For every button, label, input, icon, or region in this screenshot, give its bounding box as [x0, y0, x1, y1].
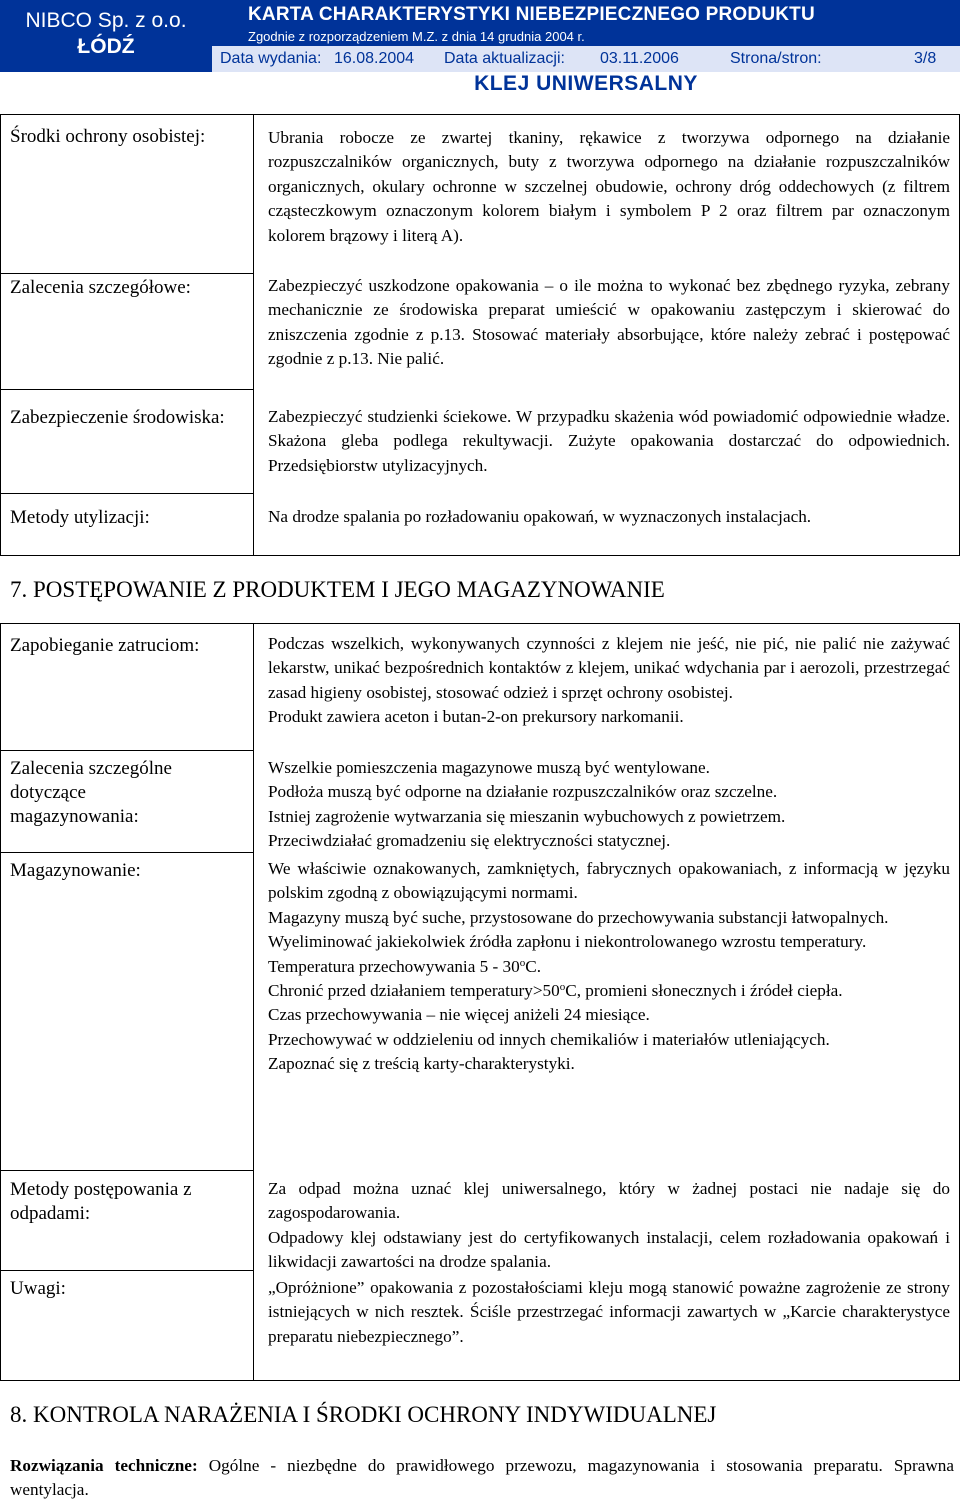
section7-heading: 7. POSTĘPOWANIE Z PRODUKTEM I JEGO MAGAZYNOWANIE	[10, 577, 665, 602]
product-name: KLEJ UNIWERSALNY	[474, 72, 698, 95]
paragraph: Odpadowy klej odstawiany jest do certyfikowanych instalacji, celem rozładowania opakowań i likwidacji zawartości na drodze spalania.	[268, 1227, 950, 1272]
text-storage-recommendations	[268, 756, 950, 854]
label-poisoning-prevention: Zapobieganie zatruciom:	[10, 635, 200, 656]
text-remarks: „Opróżnione” opakowania z pozostałościami kleju mogą stanowić poważne zagrożenie ze strony istniejących w nich resztek. Ściśle przestrzegać informacji zawartych w „Karcie charakterystyce preparatu niebezpiecznego”.	[268, 1278, 950, 1346]
company-name: NIBCO Sp. z o.o.	[25, 9, 187, 32]
text-fragment: Chronić przed działaniem temperatury>50	[268, 981, 560, 1001]
row-divider	[1, 493, 253, 494]
company-block	[0, 0, 212, 72]
issue-label: Data wydania:	[220, 50, 322, 67]
degree-sup: o	[519, 956, 526, 969]
update-date: 03.11.2006	[600, 50, 679, 67]
row-divider	[1, 273, 253, 274]
company-city: ŁÓDŹ	[77, 35, 135, 58]
heat-protection-line	[268, 979, 950, 1003]
label-storage-recommendations: Zalecenia szczególne dotyczące magazynowania:	[10, 758, 172, 827]
paragraph: Podłoża muszą być odporne na działanie rozpuszczalników oraz szczelne.	[268, 782, 778, 802]
technical-solutions-text: Ogólne - niezbędne do prawidłowego przewozu, magazynowania i stosowania preparatu. Sprawna wentylacja.	[10, 1456, 955, 1500]
text-fragment: C.	[525, 956, 541, 976]
column-divider	[253, 624, 254, 1380]
document-header	[0, 0, 960, 98]
paragraph: Istniej zagrożenie wytwarzania się mieszanin wybuchowych z powietrzem.	[268, 806, 786, 826]
paragraph: Magazyny muszą być suche, przystosowane do przechowywania substancji łatwopalnych.	[268, 907, 889, 927]
label-storage: Magazynowanie:	[10, 860, 141, 881]
paragraph: Przechowywać w oddzieleniu od innych chemikaliów i materiałów utleniających.	[268, 1029, 830, 1049]
page-label: Strona/stron:	[730, 50, 822, 67]
text-personal-protection: Ubrania robocze ze zwartej tkaniny, rękawice z tworzywa odpornego na działanie rozpuszczalników organicznych, buty z tworzywa odpornego na działanie rozpuszczalników organicznych, okulary ochronne w szczelnej obudowie, ochrony dróg oddechowych (z filtrem cząsteczkowym oznaczonym kolorem białym i symbolem P 2 oraz filtrem par oznaczonym kolorem brązowy i literą A).	[268, 128, 950, 245]
row-divider	[1, 852, 253, 853]
paragraph: Zapoznać się z treścią karty-charakterystyki.	[268, 1054, 575, 1074]
issue-date: 16.08.2004	[334, 50, 415, 67]
paragraph: Za odpad można uznać klej uniwersalnego, który w żadnej postaci nie nadaje się do zagospodarowania.	[268, 1179, 950, 1223]
text-fragment: Temperatura przechowywania 5 - 30	[268, 956, 520, 976]
technical-solutions	[10, 1454, 954, 1503]
column-divider	[253, 115, 254, 555]
text-disposal-methods: Na drodze spalania po rozładowaniu opakowań, w wyznaczonych instalacjach.	[268, 507, 812, 526]
label-detailed-recommendations: Zalecenia szczegółowe:	[10, 277, 191, 298]
label-personal-protection: Środki ochrony osobistej:	[10, 126, 206, 147]
section8-heading: 8. KONTROLA NARAŻENIA I ŚRODKI OCHRONY INDYWIDUALNEJ	[10, 1402, 717, 1427]
row-divider	[1, 1270, 253, 1271]
paragraph: Wyeliminować jakiekolwiek źródła zapłonu i niekontrolowanego wzrostu temperatury.	[268, 932, 867, 952]
label-environment-protection: Zabezpieczenie środowiska:	[10, 407, 225, 428]
storage-temperature-line	[268, 955, 950, 979]
paragraph: Produkt zawiera aceton i butan-2-on prekursory narkomanii.	[268, 707, 684, 727]
text-environment-protection: Zabezpieczyć studzienki ściekowe. W przypadku skażenia wód powiadomić odpowiednie władze. Skażona gleba podlega rekultywacji. Zużyte opakowania dostarczać do odpowiednich. Przedsiębiorstw utylizacyjnych.	[268, 407, 950, 475]
text-waste-methods	[268, 1177, 950, 1275]
update-label: Data aktualizacji:	[444, 50, 565, 67]
paragraph: Podczas wszelkich, wykonywanych czynności z klejem nie jeść, nie pić, nie palić nie zażywać lekarstw, unikać bezpośrednich kontaktów z klejem, unikać wdychania par i aerozoli, przestrzegać zasad higieny osobistej, stosować odzież i sprzęt ochrony osobistej.	[268, 634, 950, 702]
text-detailed-recommendations: Zabezpieczyć uszkodzone opakowania – o ile można to wykonać bez zbędnego ryzyka, zebrany mechanicznie ze środowiska preparat umieścić w opakowaniu zastępczym i skierować do zniszczenia zgodnie z p.13. Stosować materiały absorbujące, które należy zebrać i postępować zgodnie z p.13. Nie palić.	[268, 276, 950, 369]
paragraph: We właściwie oznakowanych, zamkniętych, fabrycznych opakowaniach, z informacją w języku polskim zgodną z obowiązującymi normami.	[268, 859, 950, 903]
label-disposal-methods: Metody utylizacji:	[10, 507, 150, 528]
label-remarks: Uwagi:	[10, 1278, 66, 1299]
row-divider	[1, 750, 253, 751]
text-poisoning-prevention	[268, 632, 950, 730]
card-title-block	[212, 0, 960, 72]
degree-sup: o	[559, 981, 566, 994]
paragraph: Przeciwdziałać gromadzeniu się elektryczności statycznej.	[268, 831, 671, 851]
row-divider	[1, 1170, 253, 1171]
paragraph: Czas przechowywania – nie więcej aniżeli 24 miesiące.	[268, 1005, 650, 1025]
paragraph: Wszelkie pomieszczenia magazynowe muszą być wentylowane.	[268, 758, 710, 777]
card-subtitle: Zgodnie z rozporządzeniem M.Z. z dnia 14 grudnia 2004 r.	[248, 29, 585, 44]
row-divider	[1, 389, 253, 390]
technical-solutions-label: Rozwiązania techniczne:	[10, 1456, 198, 1475]
label-waste-methods: Metody postępowania z odpadami:	[10, 1179, 192, 1224]
card-meta-bar	[212, 46, 960, 72]
page-value: 3/8	[914, 50, 937, 67]
card-title: KARTA CHARAKTERYSTYKI NIEBEZPIECZNEGO PRODUKTU	[248, 4, 815, 25]
text-storage	[268, 857, 950, 1077]
text-fragment: C, promieni słonecznych i źródeł ciepła.	[565, 981, 843, 1001]
